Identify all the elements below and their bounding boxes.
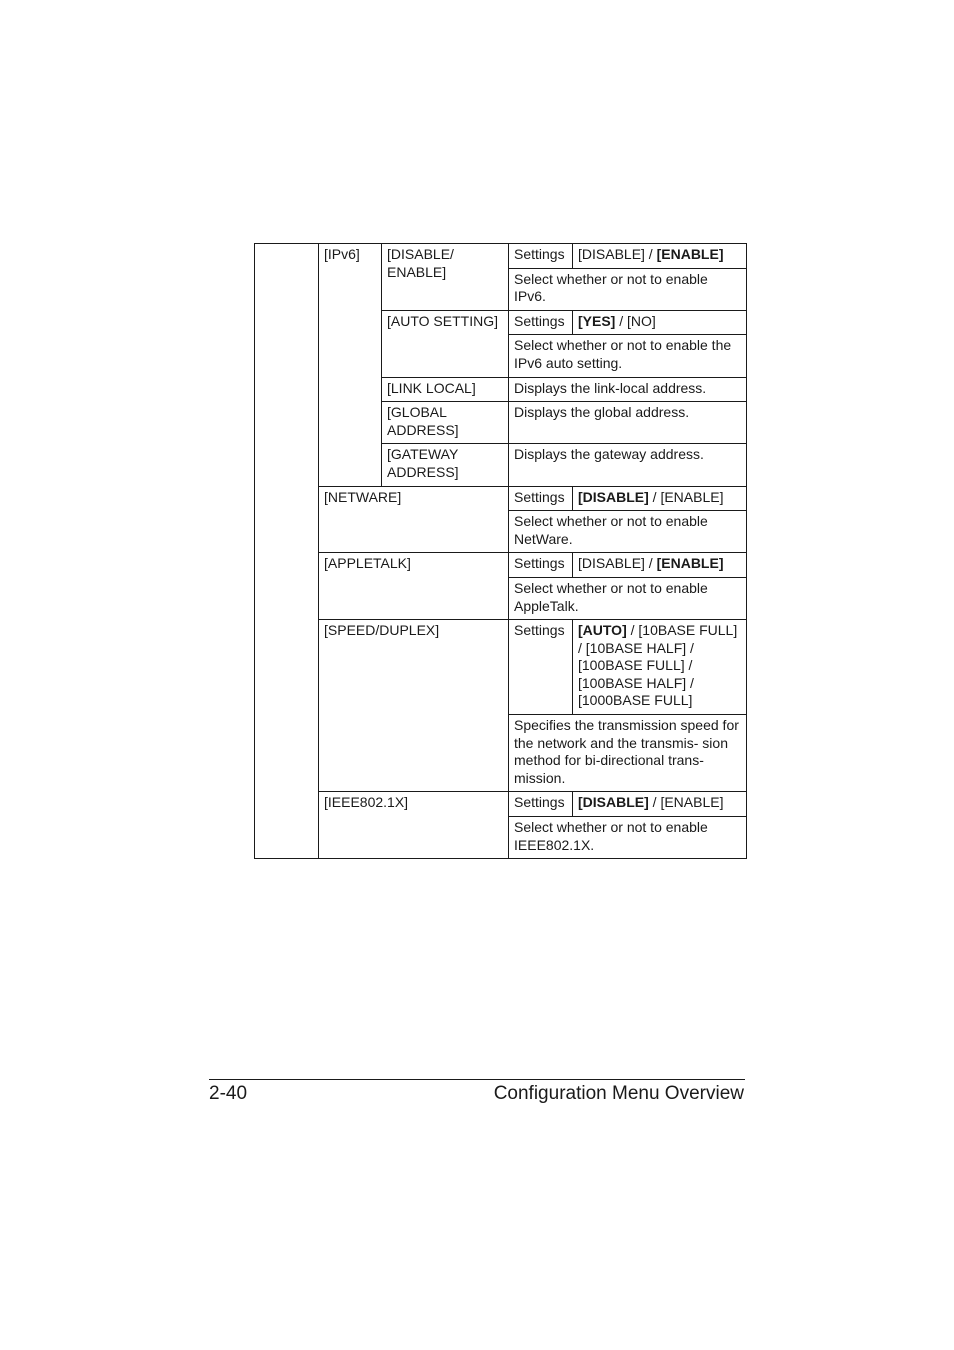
settings-label: Settings bbox=[509, 792, 573, 817]
ipv6-group-label: [IPv6] bbox=[319, 244, 382, 487]
ipv6-gateway-desc: Displays the gateway address. bbox=[509, 444, 747, 486]
ipv6-global-desc: Displays the global address. bbox=[509, 402, 747, 444]
ipv6-link-local-item: [LINK LOCAL] bbox=[382, 377, 509, 402]
netware-item: [NETWARE] bbox=[319, 486, 509, 553]
settings-label: Settings bbox=[509, 244, 573, 269]
ieee8021x-item: [IEEE802.1X] bbox=[319, 792, 509, 859]
appletalk-item: [APPLETALK] bbox=[319, 553, 509, 620]
ipv6-enable-options: [DISABLE] / [ENABLE] bbox=[573, 244, 747, 269]
ipv6-enable-item: [DISABLE/ ENABLE] bbox=[382, 244, 509, 311]
option-enable-default: [ENABLE] bbox=[656, 246, 724, 262]
appletalk-options: [DISABLE] / [ENABLE] bbox=[573, 553, 747, 578]
settings-label: Settings bbox=[509, 553, 573, 578]
option-no: [NO] bbox=[627, 312, 656, 329]
chapter-title: Configuration Menu Overview bbox=[493, 1083, 744, 1104]
page-number: 2-40 bbox=[209, 1083, 248, 1104]
netware-options: [DISABLE] / [ENABLE] bbox=[573, 486, 747, 511]
ipv6-global-item: [GLOBAL ADDRESS] bbox=[382, 402, 509, 444]
option-auto-default: [AUTO] bbox=[578, 622, 627, 639]
option-disable-default: [DISABLE] bbox=[578, 794, 649, 811]
option-yes-default: [YES] bbox=[578, 312, 616, 329]
ieee8021x-options: [DISABLE] / [ENABLE] bbox=[573, 792, 747, 817]
footer-divider bbox=[209, 1079, 745, 1080]
parent-menu-cell bbox=[255, 244, 319, 859]
settings-label: Settings bbox=[509, 486, 573, 511]
ieee8021x-desc: Select whether or not to enable IEEE802.1X. bbox=[509, 817, 747, 859]
option-enable: [ENABLE] bbox=[660, 488, 724, 505]
ipv6-enable-desc: Select whether or not to enable IPv6. bbox=[509, 268, 747, 310]
speed-duplex-desc: Specifies the transmission speed for the network and the transmis- sion method for bi-directional trans- mission. bbox=[509, 715, 747, 792]
option-enable-default: [ENABLE] bbox=[656, 555, 724, 572]
ipv6-link-local-desc: Displays the link-local address. bbox=[509, 377, 747, 402]
speed-duplex-item: [SPEED/DUPLEX] bbox=[319, 620, 509, 792]
settings-label: Settings bbox=[509, 310, 573, 335]
option-enable: [ENABLE] bbox=[660, 794, 724, 811]
speed-other-options: / [10BASE FULL] / [10BASE HALF] / [100BASE FULL] / [100BASE HALF] / [1000BASE FULL] bbox=[578, 622, 738, 709]
ipv6-gateway-item: [GATEWAY ADDRESS] bbox=[382, 444, 509, 486]
speed-duplex-options bbox=[573, 620, 747, 715]
ipv6-auto-options: [YES] / [NO] bbox=[573, 310, 747, 335]
settings-label: Settings bbox=[509, 620, 573, 715]
appletalk-desc: Select whether or not to enable AppleTalk. bbox=[509, 577, 747, 619]
settings-table bbox=[254, 243, 747, 859]
option-disable: [DISABLE] bbox=[578, 555, 645, 572]
option-disable-default: [DISABLE] bbox=[578, 488, 649, 505]
option-disable: [DISABLE] bbox=[578, 246, 645, 262]
ipv6-auto-desc: Select whether or not to enable the IPv6 auto setting. bbox=[509, 335, 747, 377]
ipv6-auto-item: [AUTO SETTING] bbox=[382, 310, 509, 377]
netware-desc: Select whether or not to enable NetWare. bbox=[509, 511, 747, 553]
